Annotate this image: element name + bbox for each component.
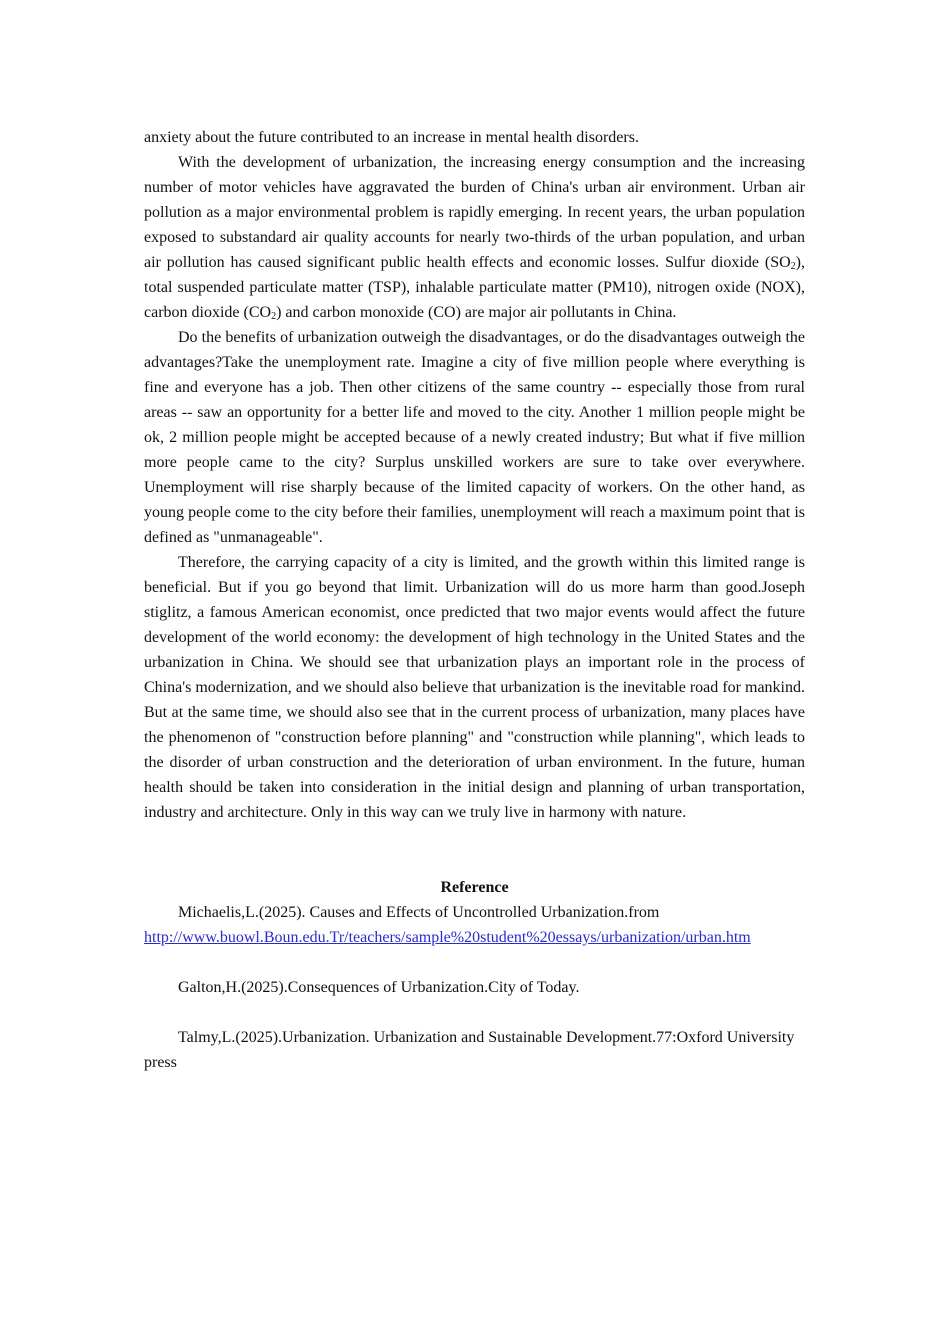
reference-text: Michaelis,L.(2025). Causes and Effects of Uncontrolled Urbanization.from: [178, 904, 660, 921]
paragraph-2-part-c: ) and carbon monoxide (CO) are major air pollutants in China.: [276, 304, 677, 321]
subscript: 2: [790, 261, 796, 272]
paragraph-4: Therefore, the carrying capacity of a city is limited, and the growth within this limited range is beneficial. But if you go beyond that limit. Urbanization will do us more harm than good.Joseph stiglitz, a famous American economist, once predicted that two major events would affect the future development of the world economy: the development of high technology in the United States and the urbanization in China. We should see that urbanization plays an important role in the process of China's modernization, and we should also believe that urbanization is the inevitable road for mankind. But at the same time, we should also see that in the current process of urbanization, many places have the phenomenon of "construction before planning" and "construction while planning", which leads to the disorder of urban construction and the deterioration of urban environment. In the future, human health should be taken into consideration in the initial design and planning of urban transportation, industry and architecture. Only in this way can we truly live in harmony with nature.: [144, 554, 805, 821]
reference-item: Galton,H.(2025).Consequences of Urbanization.City of Today.: [178, 979, 580, 996]
paragraph-2-part-b: ), total suspended particulate matter (TSP), inhalable particulate matter (PM10), nitrogen oxide (NOX), carbon dioxide (CO: [144, 254, 805, 321]
reference-link[interactable]: http://www.buowl.Boun.edu.Tr/teachers/sample%20student%20essays/urbanization/urban.htm: [144, 929, 751, 946]
paragraph-2: [144, 150, 805, 325]
paragraph-3: Do the benefits of urbanization outweigh the disadvantages, or do the disadvantages outweigh the advantages?Take the unemployment rate. Imagine a city of five million people where everything is fine and everyone has a job. Then other citizens of the same country -- especially those from rural areas -- saw an opportunity for a better life and moved to the city. Another 1 million people might be ok, 2 million people might be accepted because of a newly created industry; But what if five million more people came to the city? Surplus unskilled workers are sure to take over everywhere. Unemployment will rise sharply because of the limited capacity of workers. On the other hand, as young people come to the city before their families, unemployment will reach a maximum point that is defined as "unmanageable".: [144, 329, 805, 546]
subscript: 2: [271, 311, 277, 322]
reference-item: Talmy,L.(2025).Urbanization. Urbanization and Sustainable Development.77:Oxford University press: [144, 1029, 795, 1071]
paragraph-1: anxiety about the future contributed to an increase in mental health disorders.: [144, 129, 639, 146]
reference-item: [144, 900, 805, 925]
paragraph-2-part-a: With the development of urbanization, the increasing energy consumption and the increasing number of motor vehicles have aggravated the burden of China's urban air environment. Urban air pollution as a major environmental problem is rapidly emerging. In recent years, the urban population exposed to substandard air quality accounts for nearly two-thirds of the urban population, and urban air pollution has caused significant public health effects and economic losses. Sulfur dioxide (SO: [144, 154, 805, 271]
reference-heading: Reference: [440, 879, 509, 896]
reference-link-line: [144, 925, 805, 950]
document-page: [144, 125, 805, 1075]
